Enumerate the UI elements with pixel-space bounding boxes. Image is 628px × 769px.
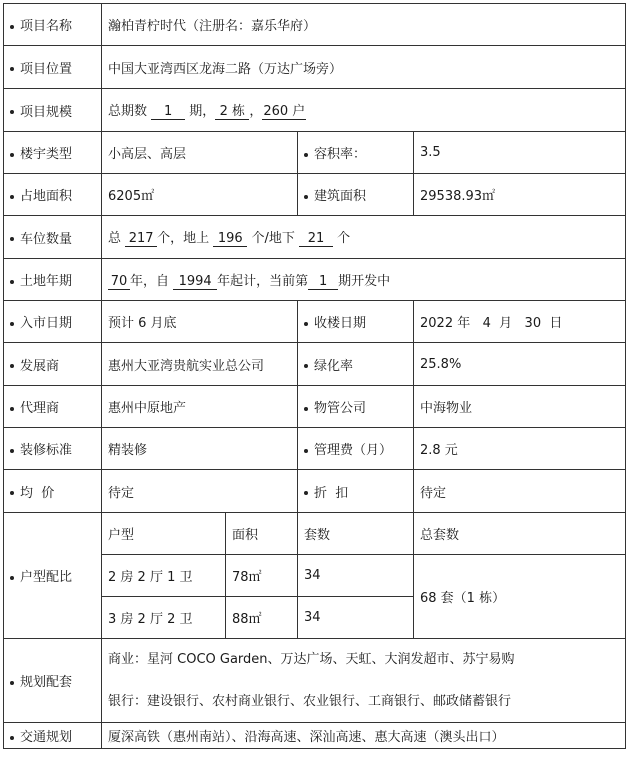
label-cell [298,132,414,174]
bullet-icon [10,153,14,157]
handover-date-value: 2022 年 4 月 30 日 [414,301,626,343]
label-text: 规划配套 [20,675,73,690]
project-info-table [3,3,626,749]
row-project-name [4,4,626,46]
building-type-value: 小高层、高层 [102,132,298,174]
label-cell [4,343,102,386]
household-count: 260 户 [263,104,306,119]
bullet-icon [10,280,14,284]
row-land-term [4,259,626,301]
land-years: 70 [108,274,130,290]
label-text: 建筑面积 [314,189,367,204]
label-text: 发展商 [20,358,60,374]
agent-value: 惠州中原地产 [102,386,298,428]
unit-total-header: 总套数 [414,513,626,555]
label-text: 楼宇类型 [20,147,73,162]
unit-count-cell: 34 [298,597,414,639]
label-cell [298,428,414,470]
row-price [4,470,626,513]
row-facilities [4,639,626,723]
label-text: 管理费（月） [314,443,393,458]
label-cell [4,89,102,132]
label-text: 折 扣 [314,485,349,501]
greening-rate-value: 25.8% [414,343,626,386]
label-cell [4,723,102,749]
scale-text: ， [249,104,263,119]
bullet-icon [10,449,14,453]
label-text: 交通规划 [20,730,73,745]
bullet-icon [304,153,308,157]
row-transport [4,723,626,749]
label-text: 土地年期 [20,274,73,289]
land-text: 期开发中 [338,273,391,289]
parking-text: 个，地上 [157,231,210,246]
row-decoration [4,428,626,470]
row-parking [4,216,626,259]
row-area [4,174,626,216]
label-cell [4,46,102,89]
label-cell [4,470,102,513]
label-text: 容积率： [314,147,367,162]
unit-type-cell: 2 房 2 厅 1 卫 [102,555,226,597]
bullet-icon [304,491,308,495]
label-cell [298,301,414,343]
label-text: 入市日期 [20,316,73,331]
price-value: 待定 [102,470,298,513]
unit-type-cell: 3 房 2 厅 2 卫 [102,597,226,639]
transport-value: 厦深高铁（惠州南站）、沿海高速、深汕高速、惠大高速（澳头出口） [102,723,626,749]
label-text: 均 价 [20,485,55,501]
label-text: 车位数量 [20,231,73,247]
label-cell [298,470,414,513]
label-cell [4,216,102,259]
management-fee-value: 2.8 元 [414,428,626,470]
unit-total-cell: 68 套（1 栋） [414,555,626,639]
label-cell [4,259,102,301]
label-cell [4,386,102,428]
label-text: 绿化率 [314,358,354,374]
commerce-facilities: 商业：星河 COCO Garden、万达广场、天虹、大润发超市、苏宁易购 [108,651,515,667]
land-text: 年起计，当前第 [217,273,309,289]
bullet-icon [304,449,308,453]
discount-value: 待定 [414,470,626,513]
label-text: 装修标准 [20,443,73,458]
bullet-icon [10,407,14,411]
project-location-value: 中国大亚湾西区龙海二路（万达广场旁） [102,46,626,89]
label-cell [4,174,102,216]
building-area-value: 29538.93㎡ [414,174,626,216]
unit-count-cell: 34 [298,555,414,597]
parking-text: 个 [337,231,351,246]
phase-count: 1 [151,104,185,120]
bullet-icon [10,736,14,740]
label-cell [4,301,102,343]
land-area-value: 6205㎡ [102,174,298,216]
label-text: 户型配比 [20,570,73,585]
row-project-scale [4,89,626,132]
label-cell [298,343,414,386]
label-cell [4,132,102,174]
row-building-type [4,132,626,174]
row-agent [4,386,626,428]
row-market-date [4,301,626,343]
facilities-value [102,639,626,723]
unit-area-cell: 78㎡ [226,555,298,597]
bullet-icon [10,25,14,29]
unit-count-header: 套数 [298,513,414,555]
parking-text: 总 [108,231,122,246]
label-cell [298,386,414,428]
label-cell [298,174,414,216]
parking-below: 21 [299,231,333,247]
bank-facilities: 银行：建设银行、农村商业银行、农业银行、工商银行、邮政储蓄银行 [108,693,512,709]
bullet-icon [304,364,308,368]
bullet-icon [10,195,14,199]
bullet-icon [304,322,308,326]
bullet-icon [10,491,14,495]
bullet-icon [10,364,14,368]
unit-area-header: 面积 [226,513,298,555]
land-text: 年，自 [130,273,170,289]
developer-value: 惠州大亚湾贵航实业总公司 [102,343,298,386]
label-cell [4,513,102,639]
label-text: 代理商 [20,401,60,416]
label-cell [4,428,102,470]
unit-mix-header-row [4,513,626,555]
bullet-icon [10,67,14,71]
plot-ratio-value: 3.5 [414,132,626,174]
unit-type-header: 户型 [102,513,226,555]
bullet-icon [10,110,14,114]
land-start-year: 1994 [173,274,217,290]
label-text: 项目名称 [20,19,73,34]
bullet-icon [304,195,308,199]
bullet-icon [304,407,308,411]
parking-above: 196 [213,231,247,247]
parking-total: 217 [125,231,157,247]
label-cell [4,639,102,723]
project-name-value: 瀚柏青柠时代（注册名：嘉乐华府） [102,4,626,46]
bullet-icon [10,681,14,685]
label-text: 项目规模 [20,104,73,120]
decoration-value: 精装修 [102,428,298,470]
label-cell [4,4,102,46]
bullet-icon [10,237,14,241]
scale-text: 期， [189,104,216,119]
land-phase: 1 [308,274,338,290]
scale-prefix: 总期数 [108,104,148,119]
property-management-value: 中海物业 [414,386,626,428]
row-developer [4,343,626,386]
parking-text: 个/地下 [251,231,295,246]
label-text: 物管公司 [314,401,367,416]
land-term-value [102,259,626,301]
project-scale-value [102,89,626,132]
parking-value [102,216,626,259]
label-text: 收楼日期 [314,316,367,331]
bullet-icon [10,322,14,326]
label-text: 项目位置 [20,61,73,77]
label-text: 占地面积 [20,189,73,204]
building-count: 2 栋 [215,104,249,120]
market-date-value: 预计 6 月底 [102,301,298,343]
unit-area-cell: 88㎡ [226,597,298,639]
row-project-location [4,46,626,89]
bullet-icon [10,576,14,580]
